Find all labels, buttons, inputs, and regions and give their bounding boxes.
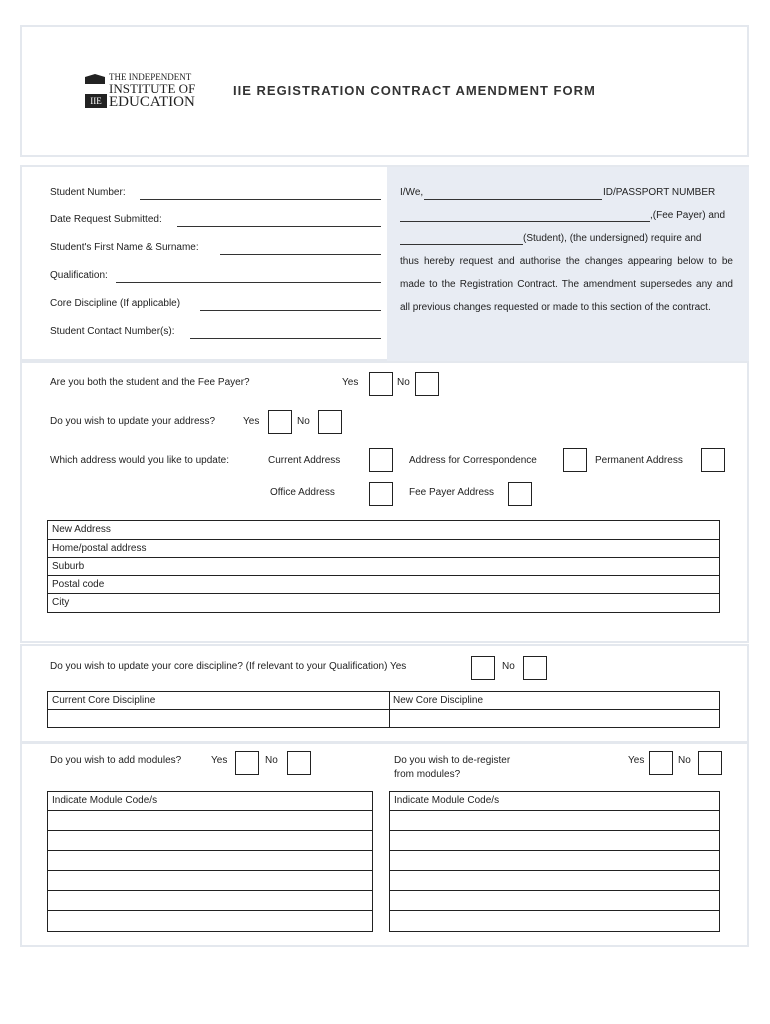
deregister-modules-header: Indicate Module Code/s (394, 795, 500, 806)
table-row[interactable]: City (48, 593, 719, 612)
fee-payer-address-checkbox[interactable] (508, 482, 532, 506)
table-row[interactable] (390, 890, 719, 910)
table-row[interactable] (390, 810, 719, 830)
contact-number-label: Student Contact Number(s): (50, 326, 175, 337)
student-payer-yes-label: Yes (342, 377, 359, 388)
table-row[interactable]: Home/postal address (48, 539, 719, 557)
contact-number-field[interactable] (190, 338, 381, 339)
core-discipline-no-checkbox[interactable] (523, 656, 547, 680)
student-number-label: Student Number: (50, 187, 126, 198)
table-row[interactable] (390, 870, 719, 890)
add-modules-table (47, 791, 373, 932)
add-modules-question: Do you wish to add modules? (50, 755, 182, 766)
office-address-label: Office Address (270, 487, 335, 498)
permanent-address-checkbox[interactable] (701, 448, 725, 472)
table-row[interactable] (48, 810, 372, 830)
update-address-no-checkbox[interactable] (318, 410, 342, 434)
update-address-yes-label: Yes (243, 416, 260, 427)
fee-payer-address-label: Fee Payer Address (409, 487, 495, 498)
date-request-label: Date Request Submitted: (50, 214, 162, 225)
form-title: IIE REGISTRATION CONTRACT AMENDMENT FORM (233, 83, 596, 98)
new-core-discipline-header: New Core Discipline (393, 695, 484, 706)
current-address-label: Current Address (268, 455, 341, 466)
qualification-field[interactable] (116, 282, 381, 283)
table-row[interactable] (48, 850, 372, 870)
student-payer-no-checkbox[interactable] (415, 372, 439, 396)
deregister-question-line-1: Do you wish to de-register (394, 755, 511, 766)
logo-line-3: EDUCATION (109, 94, 195, 110)
table-row[interactable] (48, 830, 372, 850)
declaration-body: thus hereby request and authorise the changes appearing below to be made to the Registration Contract. The amendment supersedes any and all previous changes requested or made to this section of the contract. (400, 256, 733, 313)
header-panel (20, 25, 749, 157)
core-discipline-question: Do you wish to update your core discipline? (If relevant to your Qualification) Yes (50, 661, 407, 672)
declaration-student: (Student), (the undersigned) require and (523, 233, 702, 244)
date-request-field[interactable] (177, 226, 381, 227)
deregister-yes-label: Yes (628, 755, 645, 766)
core-discipline-table (47, 691, 720, 728)
core-discipline-panel (20, 644, 749, 743)
correspondence-address-checkbox[interactable] (563, 448, 587, 472)
student-payer-no-label: No (397, 377, 410, 388)
core-discipline-label: Core Discipline (If applicable) (50, 298, 181, 309)
address-panel (20, 361, 749, 643)
core-discipline-yes-checkbox[interactable] (471, 656, 495, 680)
add-modules-no-label: No (265, 755, 278, 766)
deregister-no-checkbox[interactable] (698, 751, 722, 775)
table-row: New Address (52, 524, 111, 535)
add-modules-yes-label: Yes (211, 755, 228, 766)
student-name-field[interactable] (220, 254, 381, 255)
qualification-label: Qualification: (50, 270, 108, 281)
deregister-yes-checkbox[interactable] (649, 751, 673, 775)
logo-line-1: THE INDEPENDENT (109, 72, 192, 82)
table-row[interactable] (48, 890, 372, 910)
core-discipline-field[interactable] (200, 310, 381, 311)
logo-book-icon (85, 74, 105, 84)
new-address-table (47, 520, 720, 613)
deregister-modules-table (389, 791, 720, 932)
table-row[interactable] (48, 709, 719, 727)
table-row[interactable] (48, 870, 372, 890)
office-address-checkbox[interactable] (369, 482, 393, 506)
iwe-name-field[interactable] (424, 199, 602, 200)
fee-payer-field[interactable] (400, 221, 650, 222)
deregister-question-line-2: from modules? (394, 769, 461, 780)
core-discipline-no-label: No (502, 661, 515, 672)
update-address-no-label: No (297, 416, 310, 427)
student-name-label: Student's First Name & Surname: (50, 242, 199, 253)
current-address-checkbox[interactable] (369, 448, 393, 472)
logo-line-2: INSTITUTE OF (109, 81, 196, 96)
modules-panel (20, 742, 749, 947)
table-row[interactable]: Postal code (48, 575, 719, 593)
deregister-no-label: No (678, 755, 691, 766)
table-row[interactable] (390, 830, 719, 850)
add-modules-header: Indicate Module Code/s (52, 795, 158, 806)
student-number-field[interactable] (140, 199, 381, 200)
current-core-discipline-header: Current Core Discipline (52, 695, 156, 706)
student-payer-question: Are you both the student and the Fee Payer? (50, 377, 250, 388)
permanent-address-label: Permanent Address (595, 455, 683, 466)
student-details-panel (20, 165, 749, 361)
declaration-iwe: I/We, (400, 187, 424, 198)
add-modules-no-checkbox[interactable] (287, 751, 311, 775)
logo-badge: IIE (85, 94, 107, 108)
correspondence-address-label: Address for Correspondence (409, 455, 537, 466)
update-address-question: Do you wish to update your address? (50, 416, 216, 427)
declaration-id-passport: ID/PASSPORT NUMBER (603, 187, 716, 198)
add-modules-yes-checkbox[interactable] (235, 751, 259, 775)
which-address-question: Which address would you like to update: (50, 455, 229, 466)
student-payer-yes-checkbox[interactable] (369, 372, 393, 396)
table-row[interactable] (390, 910, 719, 931)
declaration-fee-payer: ,(Fee Payer) and (650, 210, 726, 221)
table-row[interactable]: Suburb (48, 557, 719, 575)
iie-logo (85, 72, 215, 112)
update-address-yes-checkbox[interactable] (268, 410, 292, 434)
table-row[interactable] (390, 850, 719, 870)
student-field[interactable] (400, 244, 523, 245)
table-row[interactable] (48, 910, 372, 931)
